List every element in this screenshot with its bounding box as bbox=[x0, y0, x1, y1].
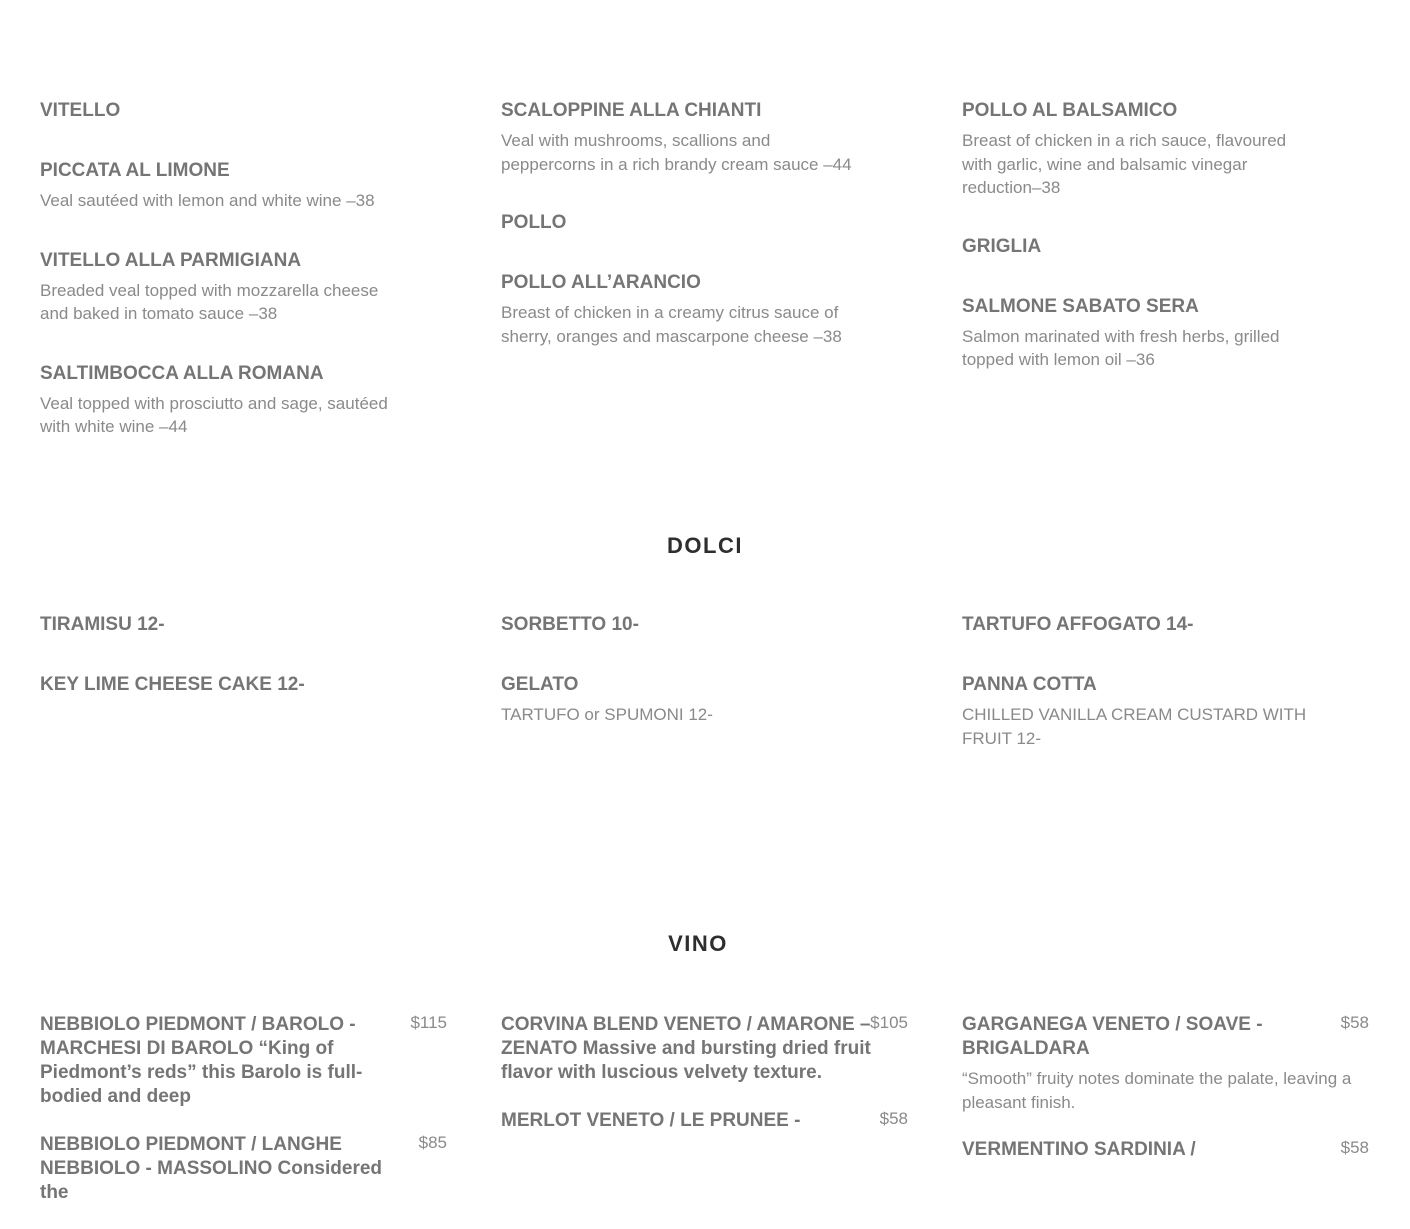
wine-name: GARGANEGA VENETO / SOAVE - BRIGALDARA bbox=[962, 1014, 1263, 1059]
category-vitello: VITELLO bbox=[40, 100, 121, 121]
menu-item bbox=[501, 613, 856, 637]
menu-column-2 bbox=[501, 99, 856, 386]
menu-item bbox=[40, 362, 390, 439]
wine-price: $58 bbox=[879, 1109, 908, 1128]
menu-item bbox=[501, 673, 856, 727]
wine-name: NEBBIOLO PIEDMONT / LANGHE NEBBIOLO - MASSOLINO Considered the bbox=[40, 1134, 383, 1203]
menu-item bbox=[40, 613, 390, 637]
menu-item bbox=[40, 159, 390, 213]
category-pollo: POLLO bbox=[501, 212, 567, 233]
menu-column-1 bbox=[40, 99, 390, 477]
wine-price: $85 bbox=[418, 1133, 447, 1152]
menu-column-3 bbox=[962, 99, 1312, 410]
menu-item bbox=[501, 271, 856, 348]
menu-item-name: TARTUFO AFFOGATO 14- bbox=[962, 614, 1194, 635]
menu-item-name: TIRAMISU 12- bbox=[40, 614, 165, 635]
menu-item-name: VITELLO ALLA PARMIGIANA bbox=[40, 249, 302, 271]
wine-price: $105 bbox=[870, 1013, 908, 1032]
vino-column-2 bbox=[501, 1013, 908, 1157]
wine-price: $58 bbox=[1340, 1013, 1369, 1032]
dolci-column-2 bbox=[501, 613, 856, 763]
menu-item bbox=[962, 99, 1312, 200]
wine-price: $58 bbox=[1340, 1138, 1369, 1157]
wine-name: NEBBIOLO PIEDMONT / BAROLO - MARCHESI DI BAROLO “King of Piedmont’s reds” this Barolo is full-bodied and deep bbox=[40, 1014, 363, 1107]
wine-item bbox=[501, 1109, 908, 1133]
menu-item-desc: Veal topped with prosciutto and sage, sautéed with white wine –44 bbox=[40, 393, 388, 436]
menu-item-name: SALTIMBOCCA ALLA ROMANA bbox=[40, 362, 324, 384]
menu-item-desc: Veal sautéed with lemon and white wine –38 bbox=[40, 191, 375, 210]
menu-item-name: KEY LIME CHEESE CAKE 12- bbox=[40, 674, 305, 695]
wine-desc: “Smooth” fruity notes dominate the palate, leaving a pleasant finish. bbox=[962, 1069, 1352, 1112]
menu-item-desc: Breaded veal topped with mozzarella cheese and baked in tomato sauce –38 bbox=[40, 280, 379, 323]
wine-name: CORVINA BLEND VENETO / AMARONE – ZENATO Massive and bursting dried fruit flavor with luscious velvety texture. bbox=[501, 1014, 871, 1083]
menu-item-name: SALMONE SABATO SERA bbox=[962, 295, 1199, 317]
category-griglia: GRIGLIA bbox=[962, 235, 1042, 257]
menu-item-name: GELATO bbox=[501, 674, 579, 695]
menu-item-desc: CHILLED VANILLA CREAM CUSTARD WITH FRUIT 12- bbox=[962, 705, 1307, 748]
menu-item-desc: Salmon marinated with fresh herbs, grilled topped with lemon oil –36 bbox=[962, 326, 1280, 369]
wine-item bbox=[40, 1013, 447, 1109]
menu-item-name: POLLO AL BALSAMICO bbox=[962, 100, 1178, 121]
menu-item-name: SORBETTO 10- bbox=[501, 614, 639, 635]
menu-item-name: SCALOPPINE ALLA CHIANTI bbox=[501, 100, 762, 121]
wine-item bbox=[962, 1013, 1369, 1114]
wine-item bbox=[501, 1013, 908, 1085]
wine-price: $115 bbox=[410, 1013, 447, 1032]
menu-item bbox=[962, 613, 1312, 637]
menu-item bbox=[962, 673, 1312, 750]
menu-item bbox=[40, 673, 390, 697]
wine-name: VERMENTINO SARDINIA / bbox=[962, 1139, 1196, 1160]
vino-column-3 bbox=[962, 1013, 1369, 1186]
menu-item-name: POLLO ALL’ARANCIO bbox=[501, 272, 701, 293]
menu-item-desc: Breast of chicken in a creamy citrus sauce of sherry, oranges and mascarpone cheese –38 bbox=[501, 303, 842, 346]
menu-item-name: PICCATA AL LIMONE bbox=[40, 160, 230, 181]
menu-item-desc: Veal with mushrooms, scallions and peppercorns in a rich brandy cream sauce –44 bbox=[501, 131, 852, 174]
menu-item-desc: Breast of chicken in a rich sauce, flavoured with garlic, wine and balsamic vinegar reduction–38 bbox=[962, 131, 1287, 197]
section-title-dolci: DOLCI bbox=[667, 533, 743, 558]
section-title-vino: VINO bbox=[668, 931, 728, 956]
menu-item bbox=[501, 99, 856, 176]
dolci-column-3 bbox=[962, 613, 1312, 786]
menu-item bbox=[962, 295, 1312, 372]
menu-item bbox=[40, 249, 390, 326]
wine-name: MERLOT VENETO / LE PRUNEE - bbox=[501, 1110, 801, 1131]
vino-column-1 bbox=[40, 1013, 447, 1229]
menu-item-name: PANNA COTTA bbox=[962, 674, 1097, 695]
dolci-column-1 bbox=[40, 613, 390, 733]
wine-item bbox=[40, 1133, 447, 1205]
wine-item bbox=[962, 1138, 1369, 1162]
menu-item-desc: TARTUFO or SPUMONI 12- bbox=[501, 705, 713, 724]
